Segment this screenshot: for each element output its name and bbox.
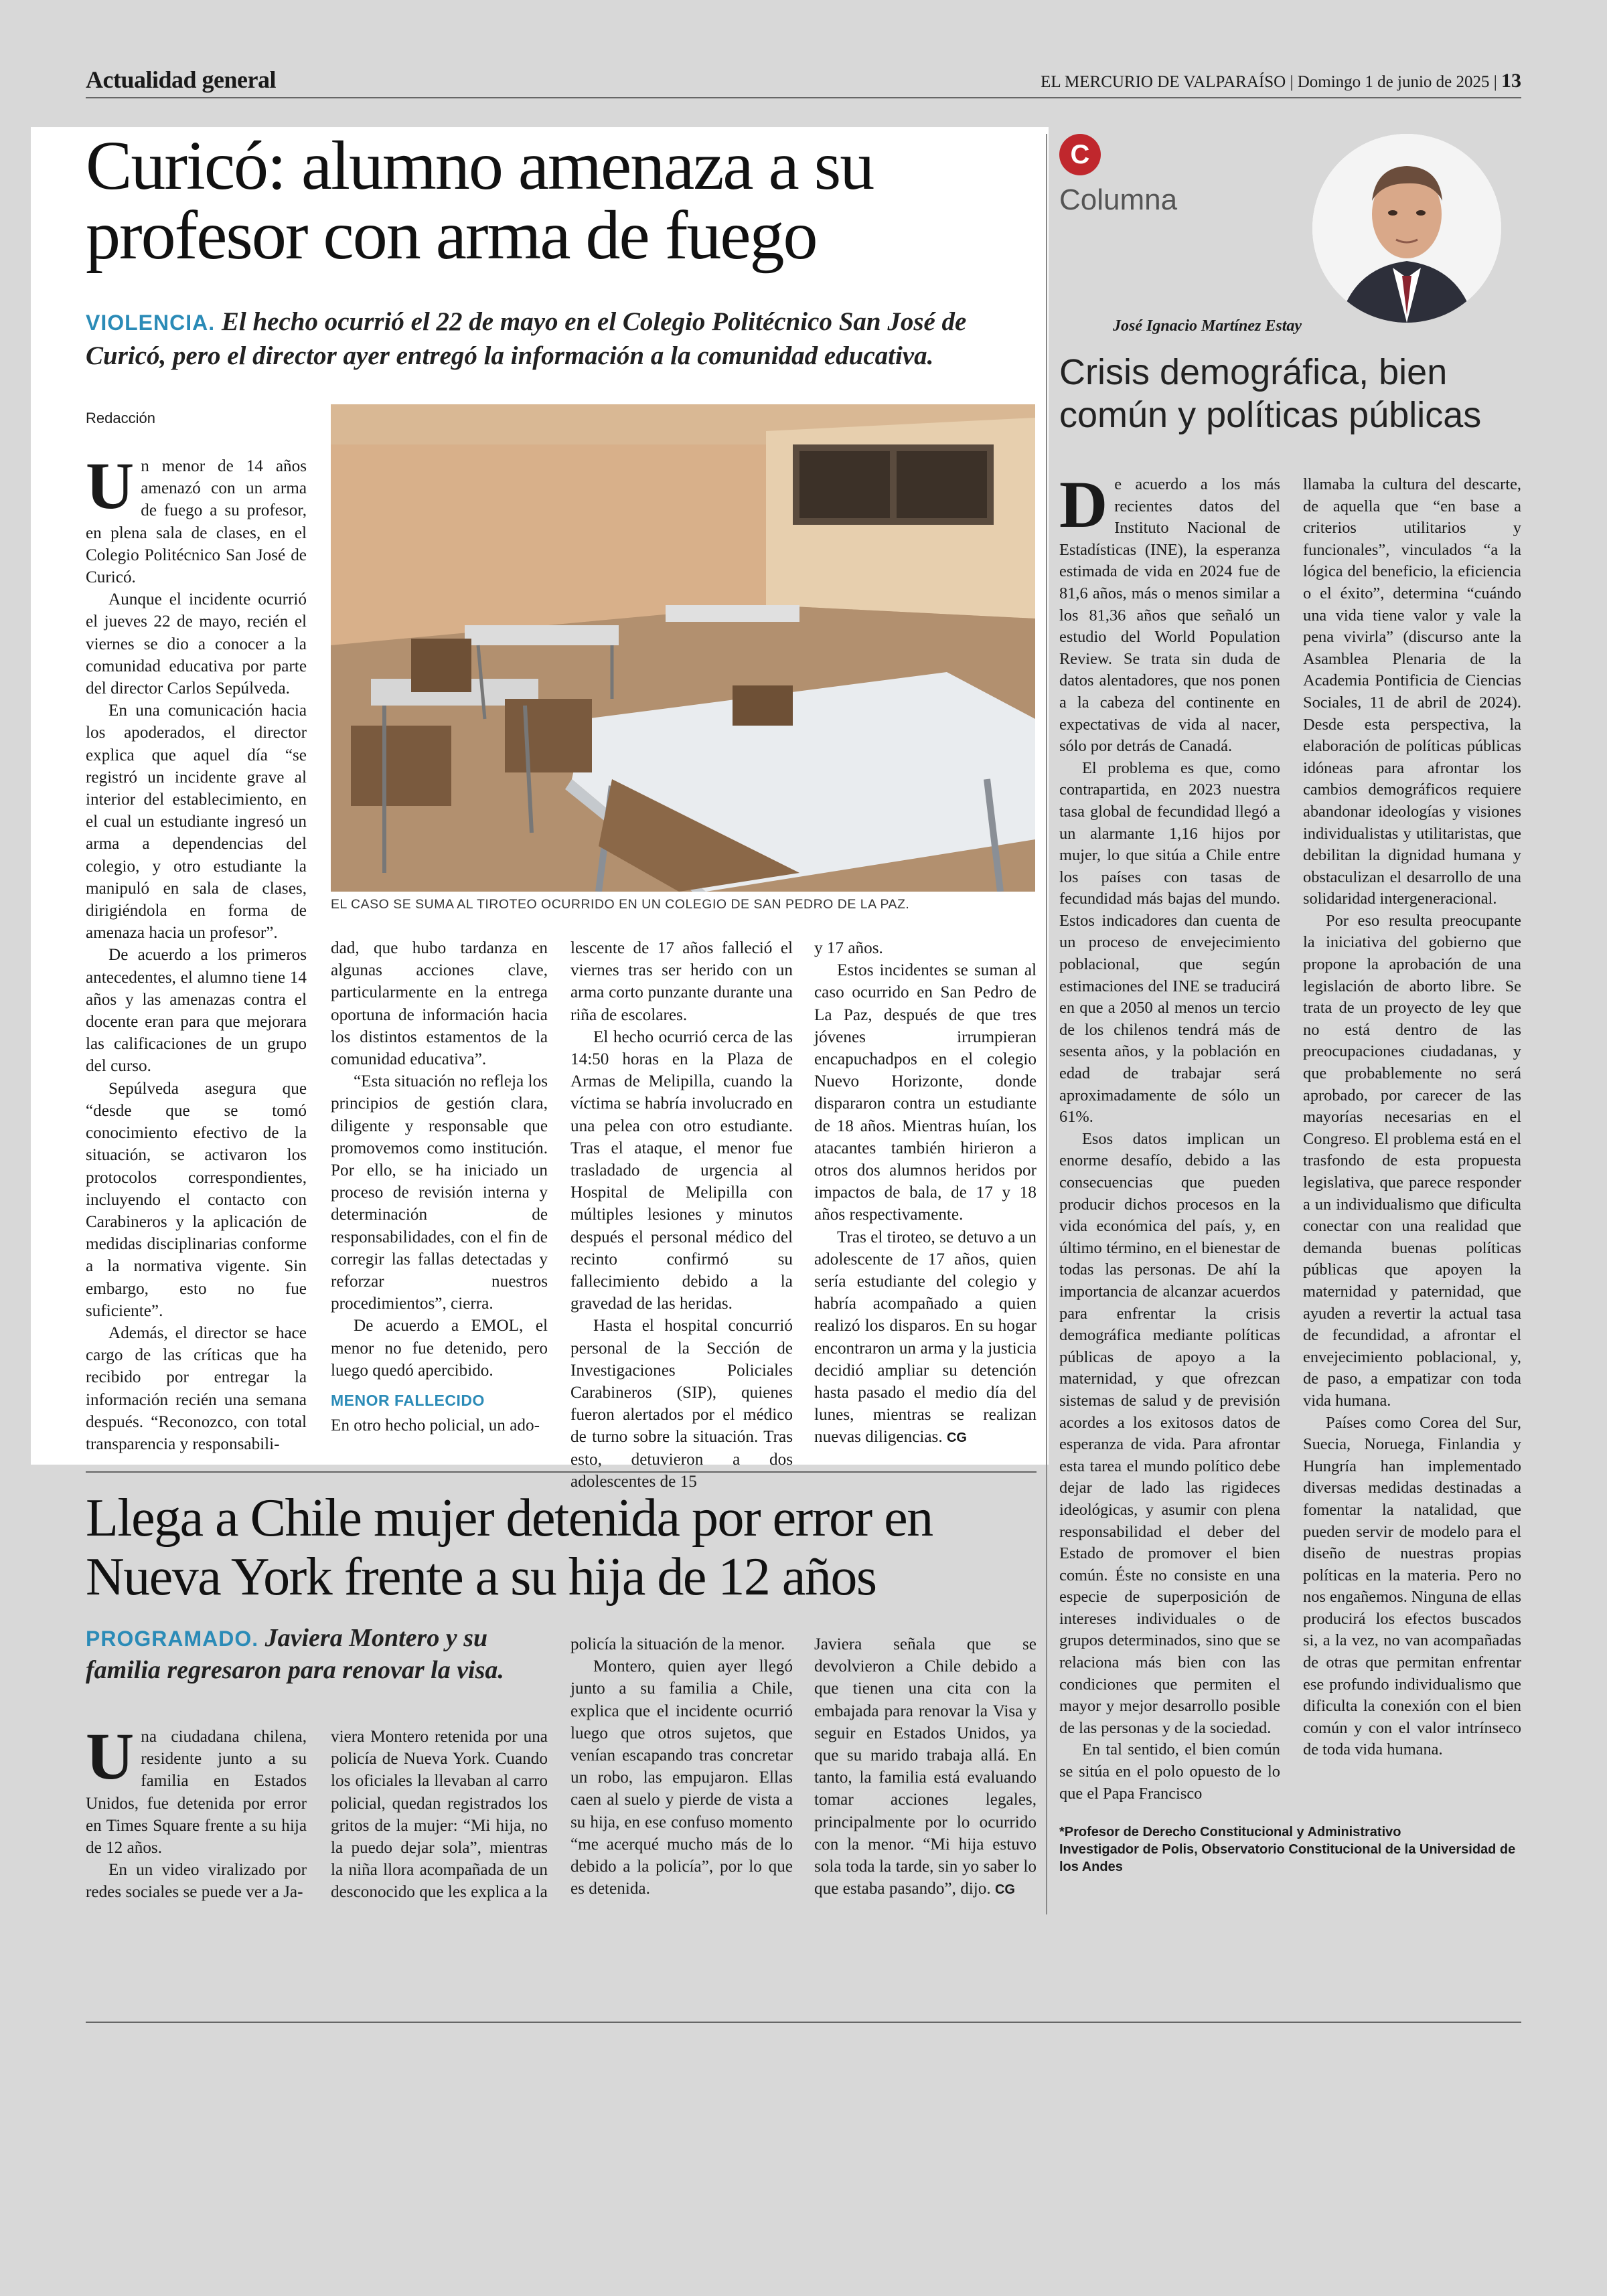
paragraph: En otro hecho policial, un ado- — [331, 1416, 540, 1435]
paragraph: Un menor de 14 años amenazó con un arma de fuego a su profesor, en plena sala de clases, en el Colegio Politécnico San José de Curicó. — [86, 448, 307, 587]
paragraph: Países como Corea del Sur, Suecia, Noruega, Finlandia y Hungría han implementado diversas medidas destinadas a fomentar la natalidad, que pueden servir de modelo para el diseño de nuestras propias políticas en la materia. Pero no nos engañemos. Ninguna de ellas producirá los efectos buscados si, a la vez, no van acompañadas de otras que permitan enfrentar ese profundo individualismo que dificulta la conexión con el bien común y con el valor intrínseco de toda vida humana. — [1303, 1413, 1521, 1759]
article2-headline: Llega a Chile mujer detenida por error en Nueva York frente a su hija de 12 años — [86, 1489, 933, 1607]
paragraph: Hasta el hospital concurrió personal de la Sección de Investigaciones Policiales Carabineros (SIP), quienes fueron alertados por el médico de turno sobre la situación. Tras esto, detuvieron a dos adolescentes de 15 — [570, 1317, 793, 1491]
paragraph: y 17 años. — [814, 939, 883, 957]
article2-column-1 — [86, 1719, 307, 1904]
article-deck-text: El hecho ocurrió el 22 de mayo en el Colegio Politécnico San José de Curicó, pero el director ayer entregó la información a la comunidad educativa. — [86, 307, 967, 370]
author-portrait — [1312, 134, 1501, 323]
dropcap: D — [1059, 467, 1108, 542]
paragraph: dad, que hubo tardanza en algunas acciones clave, particularmente en la entrega oportuna de información hacia los distintos estamentos de la comunidad educativa”. — [331, 939, 548, 1069]
section-title: Actualidad general — [86, 66, 276, 93]
column-author: José Ignacio Martínez Estay — [1113, 317, 1302, 335]
paragraph: En un video viralizado por redes sociales se puede ver a Ja- — [86, 1861, 307, 1902]
paragraph: lescente de 17 años falleció el viernes tras ser herido con un arma corto punzante durante una riña de escolares. — [570, 939, 793, 1024]
paragraph: Estos incidentes se suman al caso ocurrido en San Pedro de La Paz, después de que tres jóvenes irrumpieran encapuchadpos en el colegio Nuevo Horizonte, donde dispararon contra un estudiante de 18 años. Mientras huían, los atacantes también hirieron a otros dos alumnos heridos por impactos de bala, de 17 y 18 años respectivamente. — [814, 961, 1037, 1224]
paragraph: Una ciudadana chilena, residente junto a su familia en Estados Unidos, fue detenida por error en Times Square frente a su hija de 12 años. — [86, 1719, 307, 1858]
column-text-1 — [1059, 467, 1280, 1805]
article2-column-4 — [814, 1633, 1037, 1901]
header-rule — [86, 97, 1521, 98]
paragraph: Montero, quien ayer llegó junto a su familia a Chile, explica que el incidente ocurrió luego que otros sujetos, que venían escapando tras concretar un robo, las empujaron. Ellas caen al suelo y pierde de vista a su hija, en ese confuso momento “me acerqué mucho más de lo debido a la policía”, por lo que es detenida. — [570, 1657, 793, 1898]
paragraph: Esos datos implican un enorme desafío, debido a las consecuencias que pueden producir dichos procesos en la vida económica del país, y, en último término, en el bienestar de todas las personas. De ahí la importancia de alcanzar acuerdos para enfrentar la crisis demográfica mediante políticas públicas de apoyo a la maternidad, y que ofrezcan sistemas de salud y de previsión acordes a los exitosos datos de esperanza de vida. Para afrontar esta tarea el mundo político debe dejar de lado las rigideces ideológicas, y asumir con plena responsabilidad el deber del Estado de promover el bien común. Éste no consiste en una especie de superposición de intereses individuales o de grupos determinados, sino que se relaciona más bien con las condiciones que permiten el mayor y mejor desarrollo posible de las personas y de la sociedad. — [1059, 1129, 1280, 1737]
article-tag: VIOLENCIA. — [86, 311, 216, 335]
issue-date: Domingo 1 de junio de 2025 — [1297, 73, 1490, 91]
article2-column-2 — [331, 1726, 548, 1904]
paragraph: El hecho ocurrió cerca de las 14:50 horas en la Plaza de Armas de Melipilla, cuando la víctima se habría involucrado en una pelea con otro estudiante. Tras el ataque, el menor fue trasladado de urgencia al Hospital de Melipilla con múltiples lesiones y minutos después el personal médico del recinto confirmó su fallecimiento debido a la gravedad de las heridas. — [570, 1028, 793, 1313]
bottom-rule — [86, 2022, 1521, 2023]
end-mark: CG — [994, 1882, 1015, 1898]
paragraph: Aunque el incidente ocurrió el jueves 22 de mayo, recién el viernes se dio a conocer a la comunidad educativa por parte del director Carlos Sepúlveda. — [86, 590, 307, 698]
article-separator — [86, 1471, 1037, 1473]
column-kicker: Columna — [1059, 183, 1178, 216]
article2-deck — [86, 1623, 541, 1686]
paper-name: EL MERCURIO DE VALPARAÍSO — [1041, 73, 1286, 91]
paragraph: llamaba la cultura del descarte, de aquella que “en base a criterios utilitarios y funcionales”, vinculados “a la lógica del beneficio, la eficiencia o el éxito”, determina “cuándo una vida tiene valor y vale la pena vivirla” (discurso ante la Asamblea Plenaria de la Academia Pontificia de Ciencias Sociales, 11 de abril de 2024). Desde esta perspectiva, la elaboración de políticas públicas idóneas para afrontar los cambios demográficos requiere abandonar ideologías y visiones individualistas y utilitaristas, que debilitan la dignidad humana y obstaculizan el desarrollo de una solidaridad intergeneracional. — [1303, 475, 1521, 908]
article2-headline-block — [86, 1489, 1037, 1607]
article2-column-3 — [570, 1633, 793, 1900]
paragraph: Por eso resulta preocupante la iniciativa del gobierno que propone la aprobación de una legislación de aborto libre. Se trata de un proyecto de ley que no está dentro de las preocupaciones ciudadanas, y que probablemente no será aprobado, por carecer de las mayorías necesarias en el Congreso. El problema está en el trasfondo de esta propuesta legislativa, que parece responder a un individualismo que dificulta conectar con una realidad que demanda buenas políticas públicas que apoyen la maternidad y paternidad, que ayuden a revertir la actual tasa de fecundidad, a afrontar el envejecimiento poblacional, y, de paso, a empatizar con toda vida humana. — [1303, 911, 1521, 1410]
classroom-illustration — [331, 404, 1035, 892]
classroom-photo — [331, 404, 1035, 892]
paragraph: “Esta situación no refleja los principios de gestión clara, diligente y responsable que promovemos como institución. Por ello, se ha iniciado un proceso de revisión interna y determinación de responsabilidades, con el fin de corregir las fallas detectadas y reforzar nuestros procedimientos”, cierra. — [331, 1072, 548, 1313]
end-mark: CG — [946, 1430, 967, 1446]
paragraph: De acuerdo a los primeros antecedentes, el alumno tiene 14 años y las amenazas contra el docente eran para que mejorara las calificaciones de un grupo del curso. — [86, 946, 307, 1076]
article-column-4 — [814, 937, 1037, 1450]
paragraph: Tras el tiroteo, se detuvo a un adolescente de 17 años, quien sería estudiante del colegio y habría acompañado a quien realizó los disparos. En su hogar encontraron un arma y la justicia decidió ampliar su detención hasta pasado el medio día del lunes, mientras se realizan nuevas diligencias. CG — [814, 1228, 1037, 1447]
article-column-2 — [331, 937, 548, 1437]
page-header-info: EL MERCURIO DE VALPARAÍSO | Domingo 1 de junio de 2025 | 13 — [1041, 70, 1521, 92]
footnote-line: Investigador de Polis, Observatorio Constitucional de la Universidad de los Andes — [1059, 1842, 1516, 1874]
column-divider — [1046, 134, 1047, 1914]
article2-deck-text: Javiera Montero y su familia regresaron para renovar la visa. — [86, 1624, 504, 1684]
column-title: Crisis demográfica, bien común y políticas públicas — [1059, 352, 1482, 435]
paragraph: policía la situación de la menor. — [570, 1635, 785, 1653]
paragraph: Javiera señala que se devolvieron a Chile debido a que tienen una cita con la embajada para renovar la Visa y seguir en Estados Unidos, ya que su marido trabaja allá. En tanto, la familia está evaluando tomar acciones legales, principalmente por lo ocurrido con la menor. “Mi hija estuvo sola toda la tarde, sin yo saber lo que estaba pasando”, dijo. CG — [814, 1635, 1037, 1898]
dropcap: U — [86, 448, 135, 523]
paragraph: En una comunicación hacia los apoderados, el director explica que aquel día “se registró un incidente grave al interior del establecimiento, en el cual un estudiante ingresó un arma a dependencias del colegio, y otro estudiante la manipuló en sala de clases, dirigiéndola en forma de amenaza hacia un profesor”. — [86, 702, 307, 942]
paragraph: De acuerdo a EMOL, el menor no fue detenido, pero luego quedó apercibido. — [331, 1317, 548, 1380]
subheading: MENOR FALLECIDO — [331, 1392, 485, 1410]
paragraph: Además, el director se hace cargo de las críticas que ha recibido por entregar la información recién una semana después. “Reconozco, con total transparencia y responsabili- — [86, 1323, 307, 1453]
paragraph: El problema es que, como contrapartida, en 2023 nuestra tasa global de fecundidad llegó a un alarmante 1,16 hijos por mujer, lo que sitúa a Chile entre los países con tasas de fecundidad más bajas del mundo. Estos indicadores dan cuenta de un proceso de envejecimiento poblacional, que según estimaciones del INE se traducirá en que a 2050 al menos un tercio de los chilenos tendrá más de sesenta años, y la población en edad de trabajar será aproximadamente de sólo un 61%. — [1059, 758, 1280, 1127]
article2-tag: PROGRAMADO. — [86, 1627, 259, 1651]
footnote-line: *Profesor de Derecho Constitucional y Administrativo — [1059, 1825, 1401, 1839]
byline: Redacción — [86, 410, 155, 426]
page-number: 13 — [1501, 70, 1521, 92]
column-footnote — [1059, 1823, 1528, 1876]
article-column-3 — [570, 937, 793, 1493]
paragraph: viera Montero retenida por una policía de Nueva York. Cuando los oficiales la llevaban al carro policial, quedan registrados los gritos de la mujer: “Mi hija, no la puedo dejar sola”, mientras la niña llora acompañada de un desconocido que les explica a la — [331, 1728, 548, 1902]
article-headline-block — [86, 127, 1037, 274]
paragraph: De acuerdo a los más recientes datos del Instituto Nacional de Estadísticas (INE), la esperanza estimada de vida en 2024 fue de 81,6 años, más o menos similar a los 81,36 años que señaló un estudio del World Population Review. Se trata sin duda de datos alentadores, que nos ponen a la cabeza del continente en expectativas de vida al nacer, sólo por detrás de Canadá. — [1059, 467, 1280, 756]
dropcap: U — [86, 1719, 135, 1793]
paragraph: Sepúlveda asegura que “desde que se tomó conocimiento efectivo de la situación, se activaron los protocolos correspondientes, incluyendo el contacto con Carabineros y la aplicación de medidas disciplinarias conforme a la normativa vigente. Sin embargo, esto no fue suficiente”. — [86, 1079, 307, 1320]
column-text-2 — [1303, 474, 1521, 1761]
column-badge: C — [1059, 134, 1101, 175]
article-headline: Curicó: alumno amenaza a su profesor con arma de fuego — [86, 127, 874, 274]
paragraph: En tal sentido, el bien común se sitúa en el polo opuesto de lo que el Papa Francisco — [1059, 1740, 1280, 1803]
author-portrait-illustration — [1312, 134, 1501, 323]
article-column-1 — [86, 448, 307, 1455]
photo-caption: EL CASO SE SUMA AL TIROTEO OCURRIDO EN UN COLEGIO DE SAN PEDRO DE LA PAZ. — [331, 897, 910, 912]
article-deck — [86, 305, 1037, 372]
